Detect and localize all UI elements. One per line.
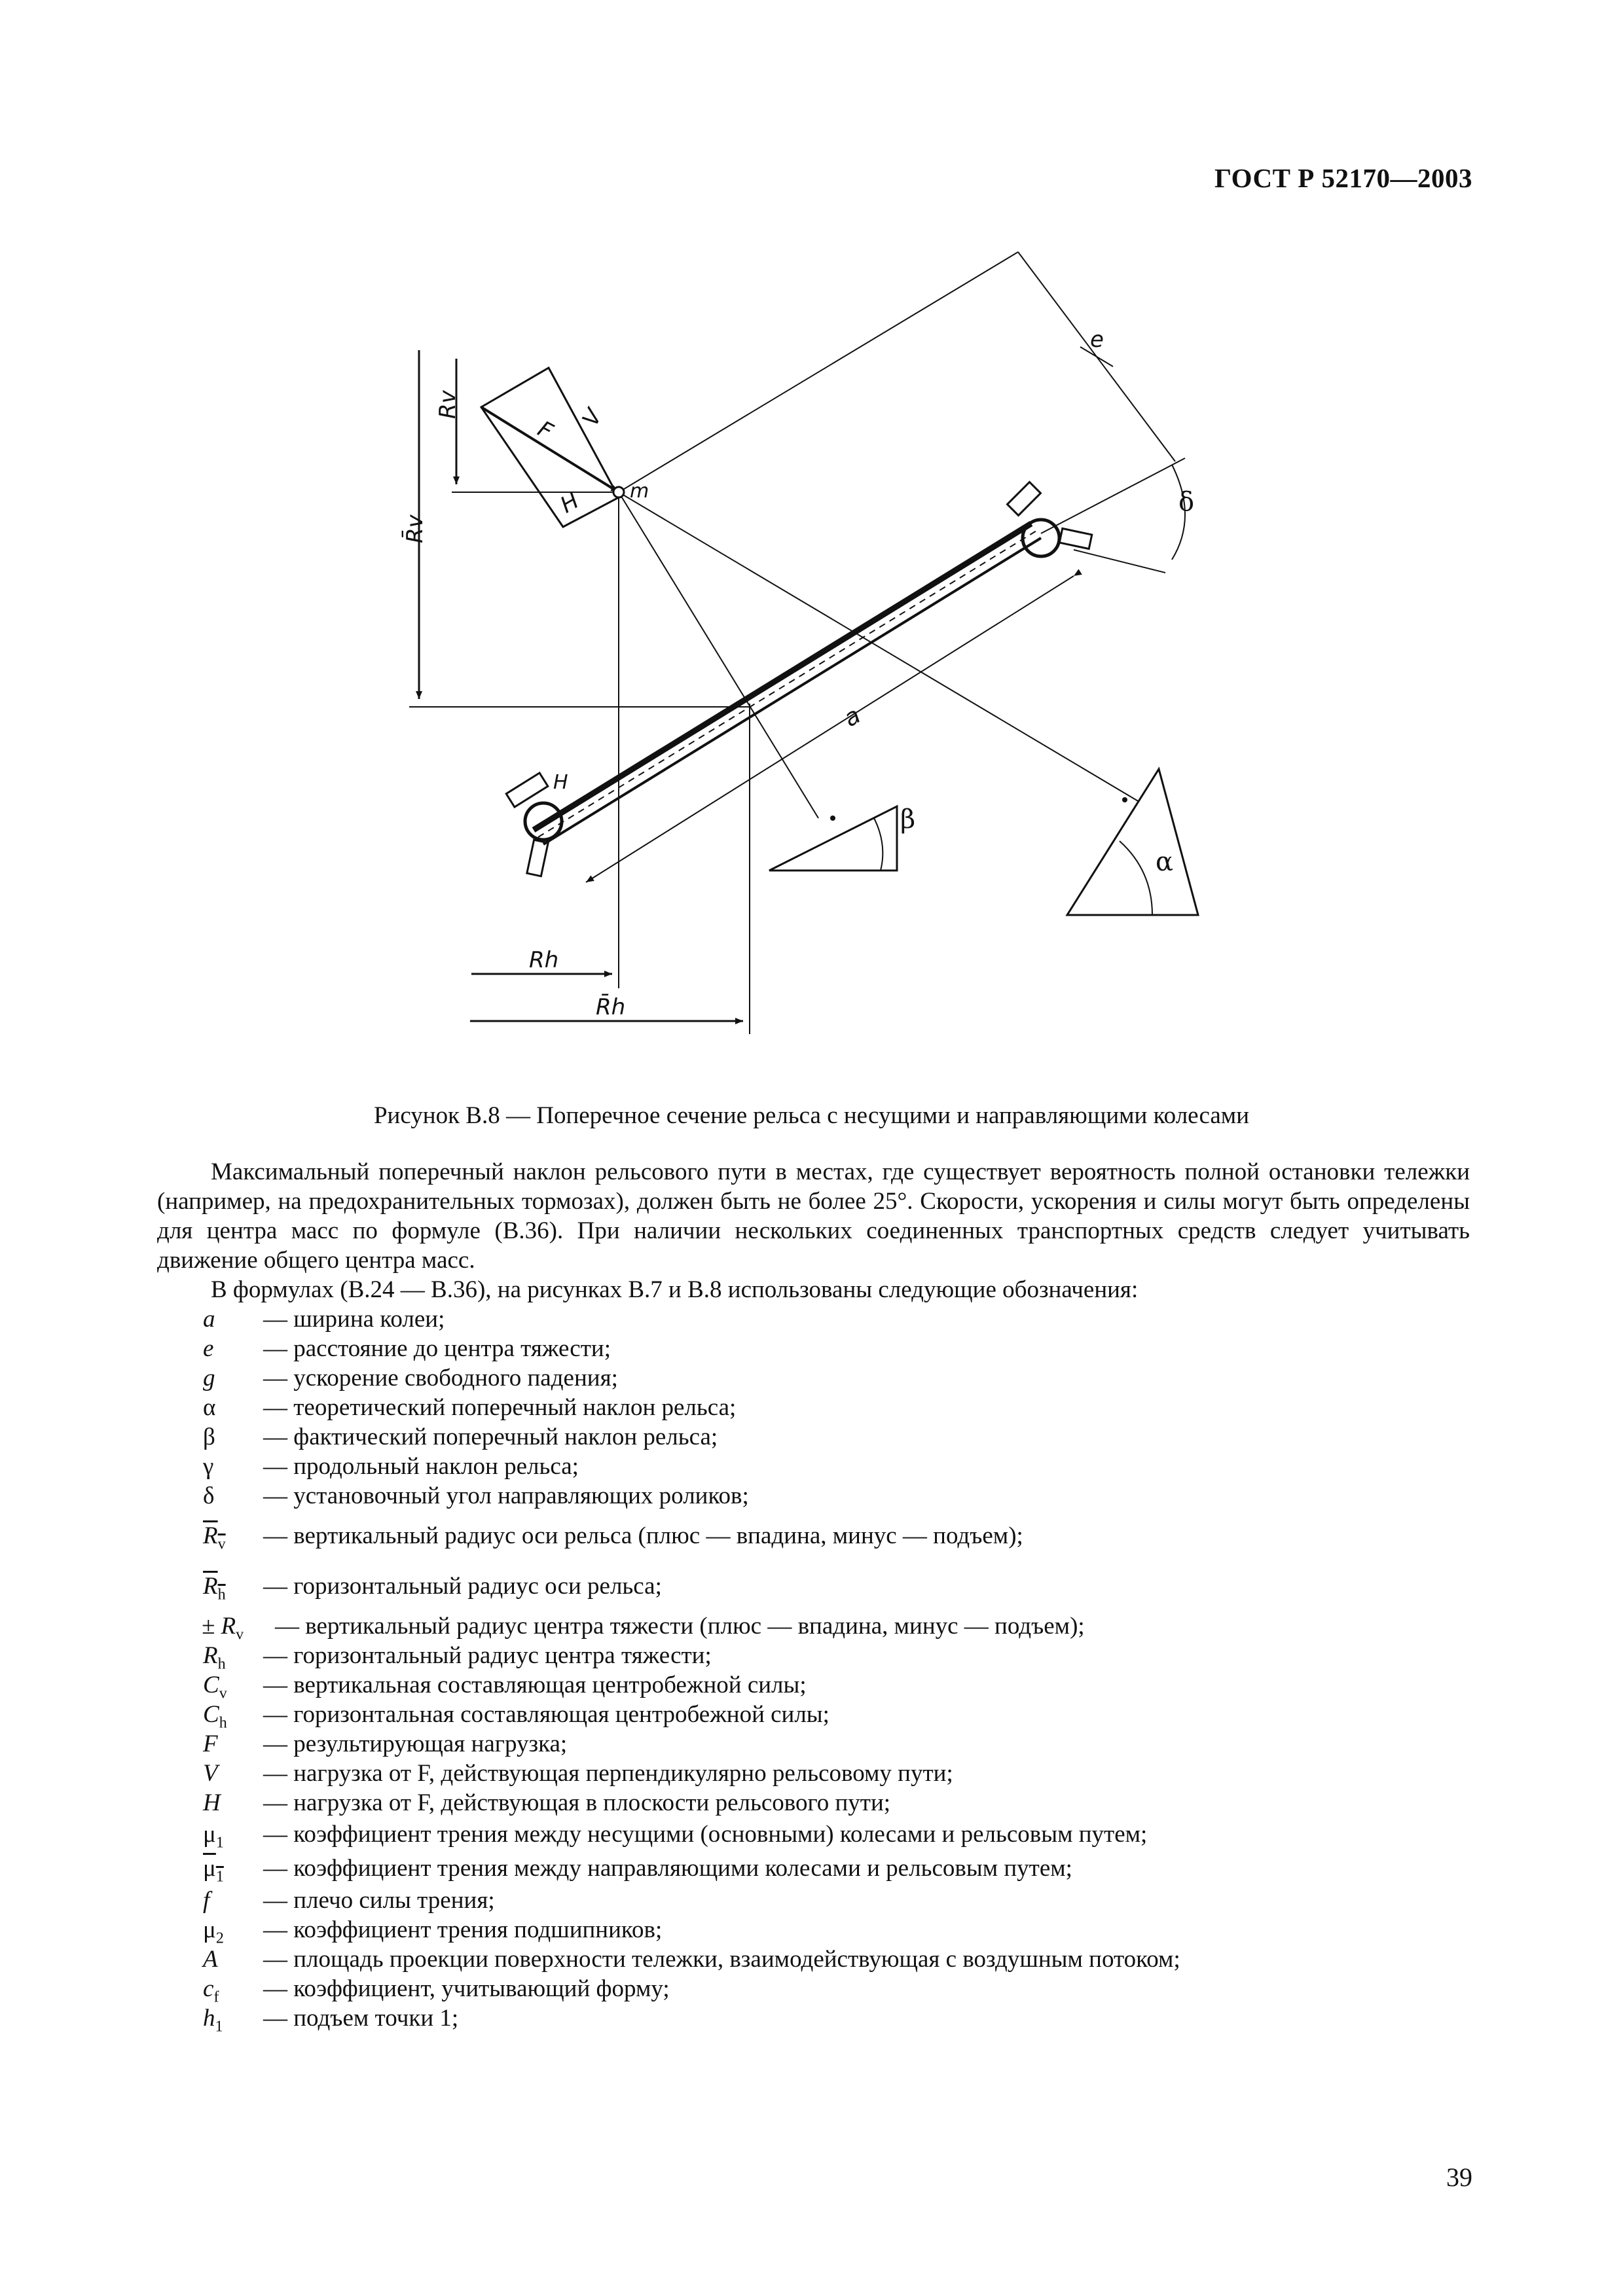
rail-cross-section-drawing (0, 0, 1623, 1073)
label-a: a (839, 702, 866, 733)
delta-line (1074, 550, 1165, 573)
triangle-alpha (1067, 769, 1198, 915)
label-F: F (533, 416, 557, 445)
label-beta: β (900, 804, 916, 834)
mass-center-point (613, 487, 624, 497)
label-Rv-bar: R̄v (402, 514, 428, 543)
rail-centerline (538, 531, 1036, 837)
label-e: e (1090, 327, 1104, 353)
label-V: V (577, 404, 608, 431)
label-delta: δ (1178, 487, 1195, 517)
e-extension (1041, 458, 1185, 533)
label-m: m (630, 480, 649, 503)
label-alpha: α (1156, 847, 1174, 877)
label-Rv: Rv (435, 390, 461, 419)
force-parallelogram (481, 368, 619, 527)
label-Rh-bar: R̄h (596, 994, 626, 1020)
paragraph-notation-intro: В формулах (В.24 — В.36), на рисунках В.7 и В.8 использованы следующие обозначения: (211, 1276, 1139, 1303)
right-wheel-assembly (1008, 482, 1092, 556)
document-header: ГОСТ Р 52170—2003 (1214, 163, 1472, 193)
beta-right-angle-dot (830, 816, 835, 821)
beta-arc (874, 818, 883, 870)
label-H-force: H (556, 488, 584, 519)
rail-beam-top (534, 524, 1031, 830)
guide-line-e (619, 252, 1018, 492)
alpha-arc (1120, 841, 1152, 915)
page-number: 39 (1446, 2162, 1472, 2192)
a-dimension (586, 576, 1074, 882)
label-Rh: Rh (529, 947, 559, 973)
figure-rail-cross-section (0, 0, 1623, 1073)
paragraph-max-slope: Максимальный поперечный наклон рельсового пути в местах, где существует вероятность полной остановки тележки (например, на предохранительных тормозах), должен быть не более 25°. Скорости, ускорения и силы могут быть определены для центра масс по формуле (В.36). При наличии нескольких соединенных транспортных средств следует учитывать движение общего центра масс. (157, 1158, 1470, 1274)
label-H-wheel: H (553, 771, 568, 794)
alpha-right-angle-dot (1122, 797, 1127, 802)
figure-caption: Рисунок В.8 — Поперечное сечение рельса с несущими и направляющими колесами (373, 1102, 1250, 1129)
